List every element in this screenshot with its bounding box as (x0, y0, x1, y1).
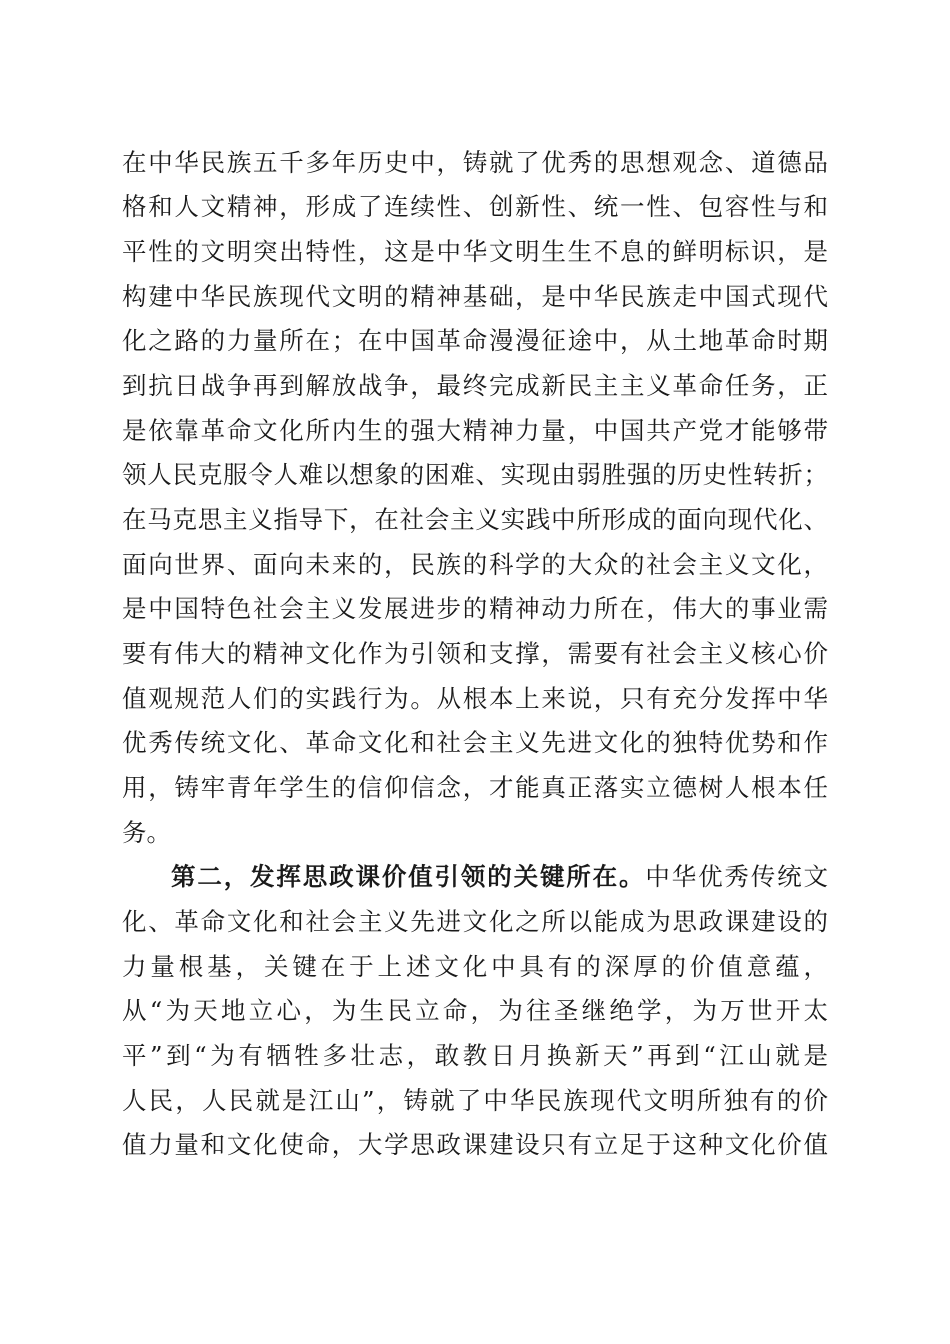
paragraph-1-line-4: 构建中华民族现代文明的精神基础，是中华民族走中国式现代 (122, 282, 828, 311)
paragraph-1-line-11: 是中国特色社会主义发展进步的精神动力所在，伟大的事业需 (122, 594, 828, 623)
paragraph-1-line-13: 值观规范人们的实践行为。从根本上来说，只有充分发挥中华 (122, 684, 828, 713)
paragraph-1-line-9: 在马克思主义指导下，在社会主义实践中所形成的面向现代化、 (122, 505, 828, 534)
paragraph-1-line-14: 优秀传统文化、革命文化和社会主义先进文化的独特优势和作 (122, 728, 828, 757)
paragraph-2-first-line-text: 中华优秀传统文 (645, 862, 828, 891)
paragraph-1-line-7: 是依靠革命文化所内生的强大精神力量，中国共产党才能够带 (122, 416, 828, 445)
paragraph-1-line-1: 在中华民族五千多年历史中，铸就了优秀的思想观念、道德品 (122, 148, 828, 177)
paragraph-1-line-10: 面向世界、面向未来的，民族的科学的大众的社会主义文化， (122, 550, 828, 579)
paragraph-2-line-4: 从“为天地立心，为生民立命，为往圣继绝学，为万世开太 (122, 996, 828, 1025)
paragraph-2-line-5: 平”到“为有牺牲多壮志，敢教日月换新天”再到“江山就是 (122, 1041, 828, 1070)
paragraph-1-line-16: 务。 (122, 818, 171, 847)
paragraph-1-line-15: 用，铸牢青年学生的信仰信念，才能真正落实立德树人根本任 (122, 773, 828, 802)
paragraph-2-heading: 第二，发挥思政课价值引领的关键所在。 (171, 862, 646, 891)
paragraph-1-line-8: 领人民克服令人难以想象的困难、实现由弱胜强的历史性转折； (122, 460, 828, 489)
paragraph-2-line-3: 力量根基，关键在于上述文化中具有的深厚的价值意蕴， (122, 952, 828, 981)
paragraph-2-line-1 (171, 855, 828, 899)
paragraph-1-line-6: 到抗日战争再到解放战争，最终完成新民主主义革命任务，正 (122, 371, 828, 400)
paragraph-1-line-12: 要有伟大的精神文化作为引领和支撑，需要有社会主义核心价 (122, 639, 828, 668)
paragraph-2-line-2: 化、革命文化和社会主义先进文化之所以能成为思政课建设的 (122, 907, 828, 936)
paragraph-1-line-3: 平性的文明突出特性，这是中华文明生生不息的鲜明标识，是 (122, 237, 828, 266)
paragraph-2-line-7: 值力量和文化使命，大学思政课建设只有立足于这种文化价值 (122, 1130, 828, 1159)
paragraph-1-line-2: 格和人文精神，形成了连续性、创新性、统一性、包容性与和 (122, 192, 828, 221)
paragraph-1-line-5: 化之路的力量所在；在中国革命漫漫征途中，从土地革命时期 (122, 326, 828, 355)
paragraph-2-line-6: 人民，人民就是江山”，铸就了中华民族现代文明所独有的价 (122, 1086, 828, 1115)
